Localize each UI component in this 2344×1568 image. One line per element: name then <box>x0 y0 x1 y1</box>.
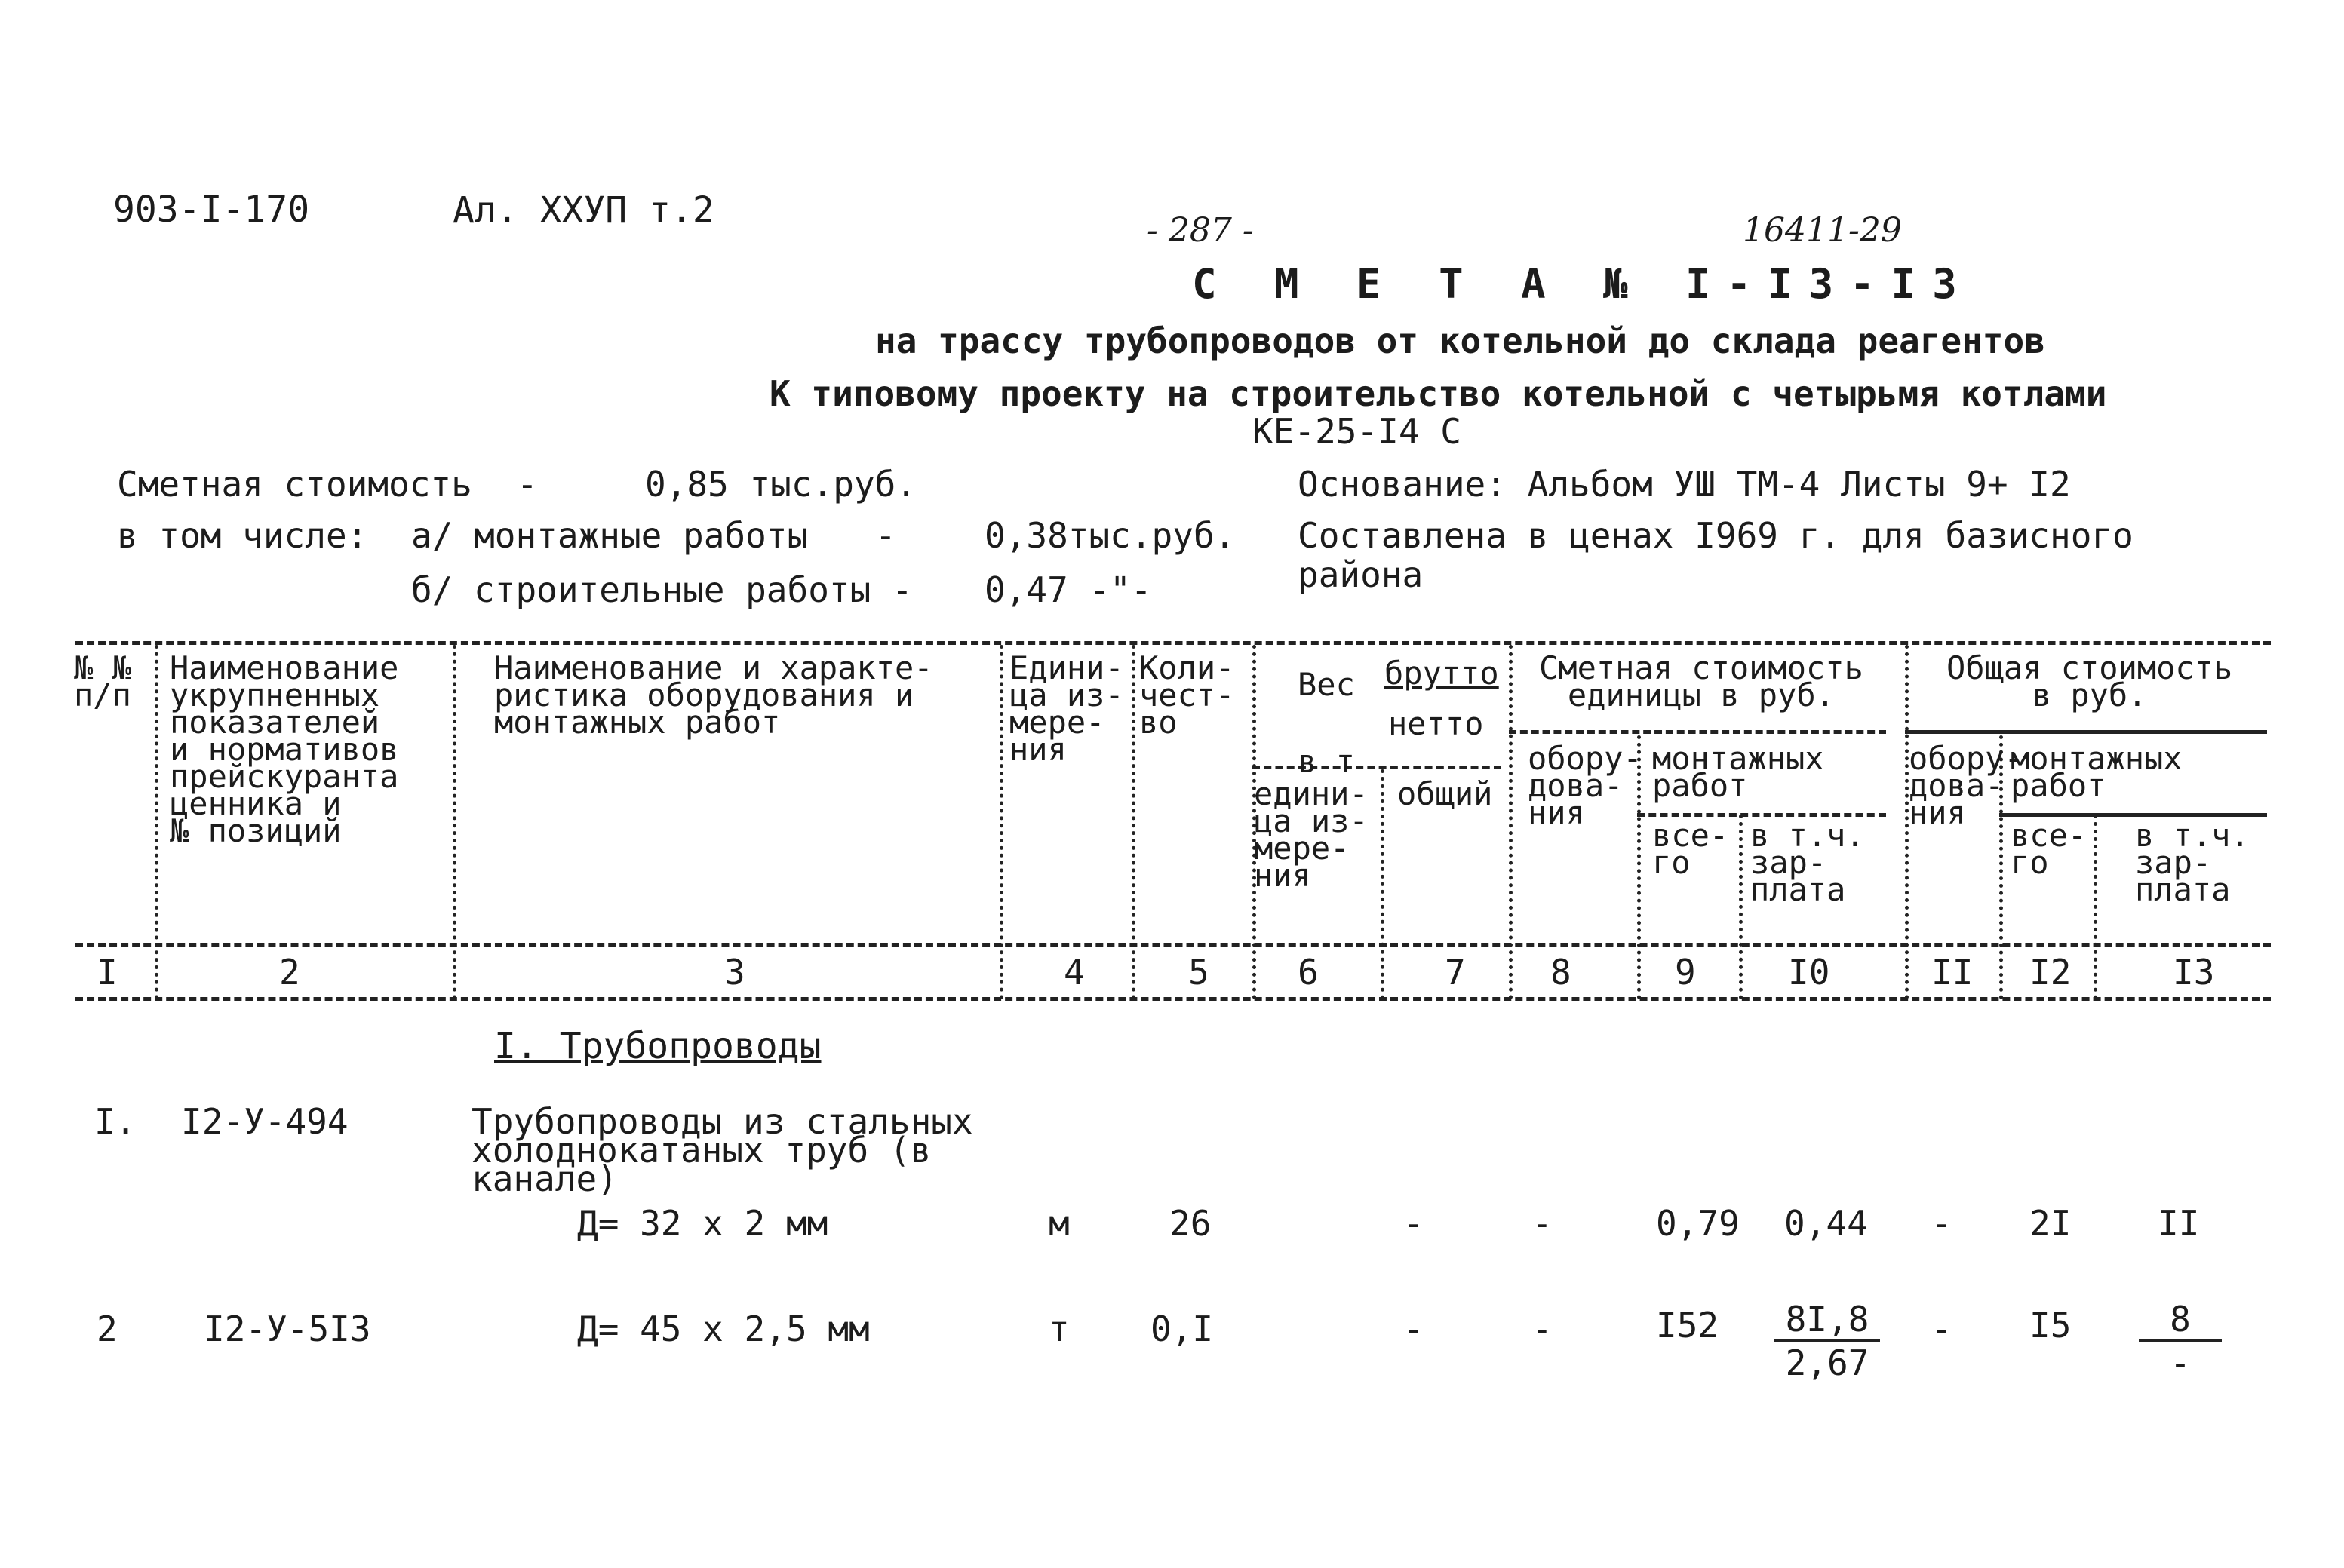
col-number-3: 3 <box>724 952 745 993</box>
title-line-2: К типовому проекту на строительство котельной с четырьмя котлами <box>770 373 2107 414</box>
price-basis-text: Составлена в ценах I969 г. для базисного <box>1298 515 2134 556</box>
header-weight-gross: брутто <box>1384 655 1499 692</box>
col-number-6: 6 <box>1298 952 1319 993</box>
cost-unit-rule <box>1509 730 1886 734</box>
weight-subrule <box>1252 766 1501 769</box>
col-sep-7 <box>1509 645 1513 999</box>
header-weight: Вес <box>1298 666 1355 703</box>
installation-works-dash: - <box>875 515 896 556</box>
row2-wages-total <box>2139 1299 2222 1383</box>
estimated-cost-value: 0,85 тыс.руб. <box>645 464 917 505</box>
page-number: - 287 - <box>1147 211 1254 250</box>
col-number-8: 8 <box>1550 952 1571 993</box>
header-weight-tons: в т <box>1298 743 1355 780</box>
header-norm-code: Наименование укрупненных показателей и нормативов прейскуранта ценника и № позиций <box>170 649 399 849</box>
header-installation-unit-total: все- го <box>1652 817 1729 881</box>
col-sep-2 <box>453 645 456 999</box>
document-code: 903-I-170 <box>113 189 310 231</box>
col-number-13: I3 <box>2173 952 2215 993</box>
header-quantity: Коли- чест- во <box>1139 649 1235 741</box>
row1-install-unit: 0,79 <box>1656 1203 1740 1244</box>
installation-works-label: а/ монтажные работы <box>411 515 809 556</box>
row1-unit: м <box>1049 1203 1070 1244</box>
title-line-1: на трассу трубопроводов от котельной до склада реагентов <box>875 321 2045 361</box>
row1-name: Трубопроводы из стальных холоднокатаных труб (в канале) <box>472 1101 973 1199</box>
estimated-cost-label: Сметная стоимость <box>117 464 472 505</box>
header-weight-net: нетто <box>1388 705 1484 742</box>
col-number-4: 4 <box>1064 952 1085 993</box>
col-sep-4 <box>1132 645 1135 999</box>
construction-works-value: 0,47 -"- <box>985 569 1152 610</box>
row2-number: 2 <box>97 1309 118 1349</box>
row2-install-unit: I52 <box>1656 1305 1719 1346</box>
col-sep-3 <box>1000 645 1003 999</box>
row1-quantity: 26 <box>1169 1203 1212 1244</box>
header-total-cost: Общая стоимость в руб. <box>1946 649 2233 713</box>
row2-code: I2-У-5I3 <box>204 1309 371 1349</box>
header-installation-unit-wages: в т.ч. зар- плата <box>1750 817 1865 908</box>
table-numbers-rule <box>75 997 2271 1001</box>
installation-works-value: 0,38тыс.руб. <box>985 515 1236 556</box>
row2-quantity: 0,I <box>1150 1309 1214 1349</box>
row2-wages-unit-top: 8I,8 <box>1774 1299 1880 1342</box>
row1-code: I2-У-494 <box>181 1101 349 1142</box>
col-sep-9 <box>1739 815 1743 999</box>
col-number-12: I2 <box>2029 952 2072 993</box>
row1-spec: Д= 32 х 2 мм <box>577 1203 828 1244</box>
header-installation-total: монтажных работ <box>2011 740 2183 804</box>
col-number-5: 5 <box>1188 952 1209 993</box>
col-sep-1 <box>155 645 158 999</box>
row2-wages-unit <box>1774 1299 1880 1383</box>
header-installation-total-wages: в т.ч. зар- плата <box>2135 817 2250 908</box>
col-number-2: 2 <box>279 952 300 993</box>
row1-number: I. <box>94 1101 137 1142</box>
header-weight-unit: едини- ца из- мере- ния <box>1254 775 1369 894</box>
including-label: в том числе: <box>117 515 368 556</box>
col-sep-6 <box>1381 769 1384 999</box>
header-unit: Едини- ца из- мере- ния <box>1009 649 1124 768</box>
construction-works-label: б/ строительные работы - <box>411 569 913 610</box>
row1-weight-unit: - <box>1403 1203 1424 1244</box>
row1-install-total: 2I <box>2029 1203 2072 1244</box>
album-reference: Ал. XXУП т.2 <box>453 189 714 232</box>
row2-wages-total-top: 8 <box>2139 1299 2222 1342</box>
header-unit-cost: Сметная стоимость единицы в руб. <box>1539 649 1863 713</box>
col-number-1: I <box>97 952 118 993</box>
section-title: I. Трубопроводы <box>494 1025 822 1067</box>
table-top-rule <box>75 641 2271 645</box>
col-number-9: 9 <box>1675 952 1696 993</box>
header-weight-total: общий <box>1397 775 1493 812</box>
col-number-10: I0 <box>1788 952 1830 993</box>
header-installation-total-sum: все- го <box>2011 817 2087 881</box>
header-equipment-unit: обору- дова- ния <box>1528 740 1642 831</box>
row1-wages-total: II <box>2158 1203 2200 1244</box>
header-installation-unit: монтажных работ <box>1652 740 1824 804</box>
col-number-7: 7 <box>1445 952 1466 993</box>
col-number-11: II <box>1931 952 1974 993</box>
header-row-number: № № п/п <box>74 649 131 713</box>
row1-wages-unit: 0,44 <box>1784 1203 1868 1244</box>
row2-equipment-total: - <box>1931 1309 1952 1349</box>
row2-spec: Д= 45 х 2,5 мм <box>577 1309 870 1349</box>
row2-weight-total: - <box>1531 1309 1553 1349</box>
header-equipment-total: обору- дова- ния <box>1909 740 2023 831</box>
cost-total-rule <box>1905 730 2267 734</box>
estimate-title: С М Е Т А № I-I3-I3 <box>1192 260 1974 308</box>
registration-number: 16411-29 <box>1743 211 1902 250</box>
row2-unit: т <box>1049 1309 1070 1349</box>
estimated-cost-dash: - <box>517 464 538 505</box>
row2-install-total: I5 <box>2029 1305 2072 1346</box>
price-basis-region: района <box>1298 554 1424 595</box>
row2-wages-total-bottom: - <box>2170 1342 2191 1383</box>
row1-weight-total: - <box>1531 1203 1553 1244</box>
row2-wages-unit-bottom: 2,67 <box>1785 1342 1869 1383</box>
basis-text: Основание: Альбом УШ ТМ-4 Листы 9+ I2 <box>1298 464 2071 505</box>
header-equipment-name: Наименование и характе- ристика оборудования и монтажных работ <box>494 649 933 741</box>
title-line-3: КЕ-25-I4 С <box>1252 411 1461 452</box>
col-sep-12 <box>2094 815 2097 999</box>
table-header-rule <box>75 943 2271 947</box>
row2-weight-unit: - <box>1403 1309 1424 1349</box>
row1-equipment-total: - <box>1931 1203 1952 1244</box>
